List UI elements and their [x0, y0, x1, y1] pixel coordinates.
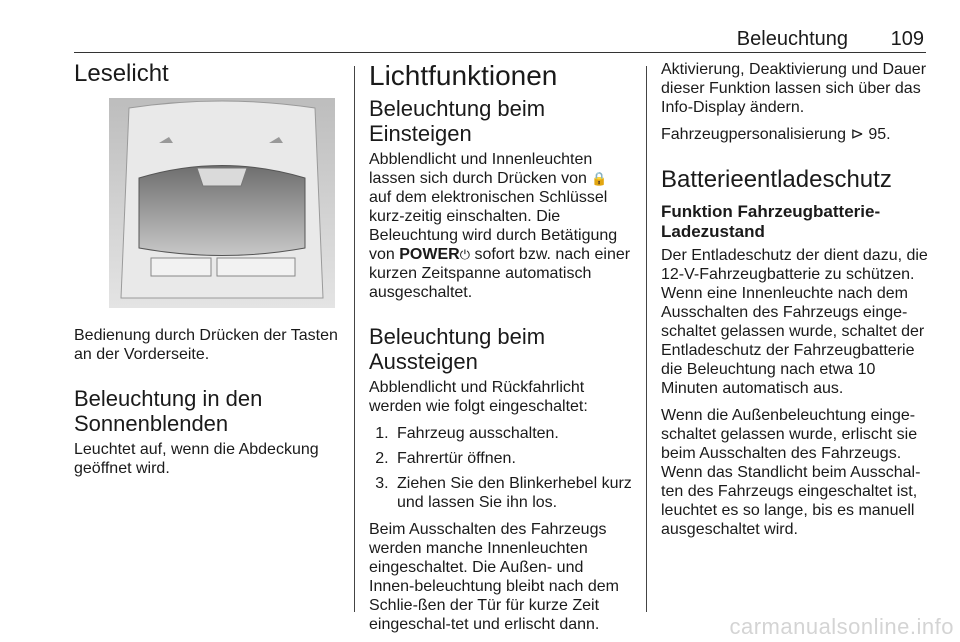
- overhead-console-illustration: [109, 98, 335, 308]
- heading-ladezustand: Funktion Fahrzeugbatterie-Ladezustand: [661, 202, 881, 241]
- page-ref-arrow-icon: ⊳: [850, 126, 864, 143]
- page-header: [74, 26, 926, 53]
- figure-caption: Bedienung durch Drücken der Tasten an der Vorderseite.: [74, 327, 338, 363]
- watermark-text: carmanualsonline.info: [729, 614, 954, 639]
- heading-batterieentladeschutz: Batterieentladeschutz: [661, 166, 892, 193]
- power-label: POWER: [399, 246, 460, 263]
- sonnenblenden-text: Leuchtet auf, wenn die Abdeckung geöffnet wird.: [74, 441, 319, 477]
- reading-light-photo: [109, 98, 335, 308]
- section-title: Beleuchtung: [736, 28, 848, 50]
- column-2: [369, 60, 633, 642]
- column-1: [74, 60, 346, 486]
- heading-leselicht: Leselicht: [74, 60, 169, 87]
- aussteigen-outro: Beim Ausschalten des Fahrzeugs werden manche Innenleuchten eingeschaltet. Die Außen- und Innen-beleuchtung bleibt nach dem Schlie-ßen der Tür für kurze Zeit eingeschal-tet und erlischt dann.: [369, 521, 619, 633]
- heading-einsteigen: Beleuchtung beim Einsteigen: [369, 96, 546, 146]
- column-divider: [646, 66, 647, 612]
- power-icon: ⏻: [459, 247, 470, 262]
- list-item: 2. Fahrertür öffnen.: [393, 449, 633, 468]
- aussteigen-intro: Abblendlicht und Rückfahrlicht werden wie folgt eingeschaltet:: [369, 379, 588, 415]
- heading-sonnenblenden: Beleuchtung in den Sonnenblenden: [74, 386, 263, 436]
- steps-list: [369, 424, 633, 512]
- battery-text-2: Wenn die Außenbeleuchtung einge-schaltet gelassen wurde, erlischt sie beim Ausschalten des Fahrzeugs. Wenn das Standlicht beim Ausschal-ten des Fahrzeugs eingeschaltet ist, leuchtet es so lange, bis es manuell ausgeschaltet wird.: [661, 407, 921, 538]
- heading-lichtfunktionen: Lichtfunktionen: [369, 60, 558, 91]
- activation-text: Aktivierung, Deaktivierung und Dauer dieser Funktion lassen sich über das Info-Display ändern.: [661, 61, 927, 116]
- battery-text-1: Der Entladeschutz der dient dazu, die 12-V-Fahrzeugbatterie zu schützen. Wenn eine Innenleuchte nach dem Ausschalten des Fahrzeugs einge-schaltet gelassen wurde, schaltet der Entladeschutz der Fahrzeugbatterie die Beleuchtung nach etwa 10 Minuten automatisch aus.: [661, 247, 928, 397]
- personalisation-reference: Fahrzeugpersonalisierung ⊳ 95.: [661, 126, 891, 143]
- column-divider: [354, 66, 355, 612]
- column-3: [661, 60, 929, 547]
- list-item: 3. Ziehen Sie den Blinkerhebel kurz und lassen Sie ihn los.: [393, 474, 633, 512]
- page-number: 109: [890, 28, 924, 50]
- heading-aussteigen: Beleuchtung beim Aussteigen: [369, 324, 546, 374]
- einsteigen-text: Abblendlicht und Innenleuchten lassen sich durch Drücken von 🔒 auf dem elektronischen Schlüssel kurz-zeitig einschalten. Die Beleuchtung wird durch Betätigung von POWER⏻ sofort bzw. nach einer kurzen Zeitspanne automatisch ausgeschaltet.: [369, 151, 631, 301]
- list-item: 1. Fahrzeug ausschalten.: [393, 424, 633, 443]
- lock-icon: 🔒: [591, 171, 608, 186]
